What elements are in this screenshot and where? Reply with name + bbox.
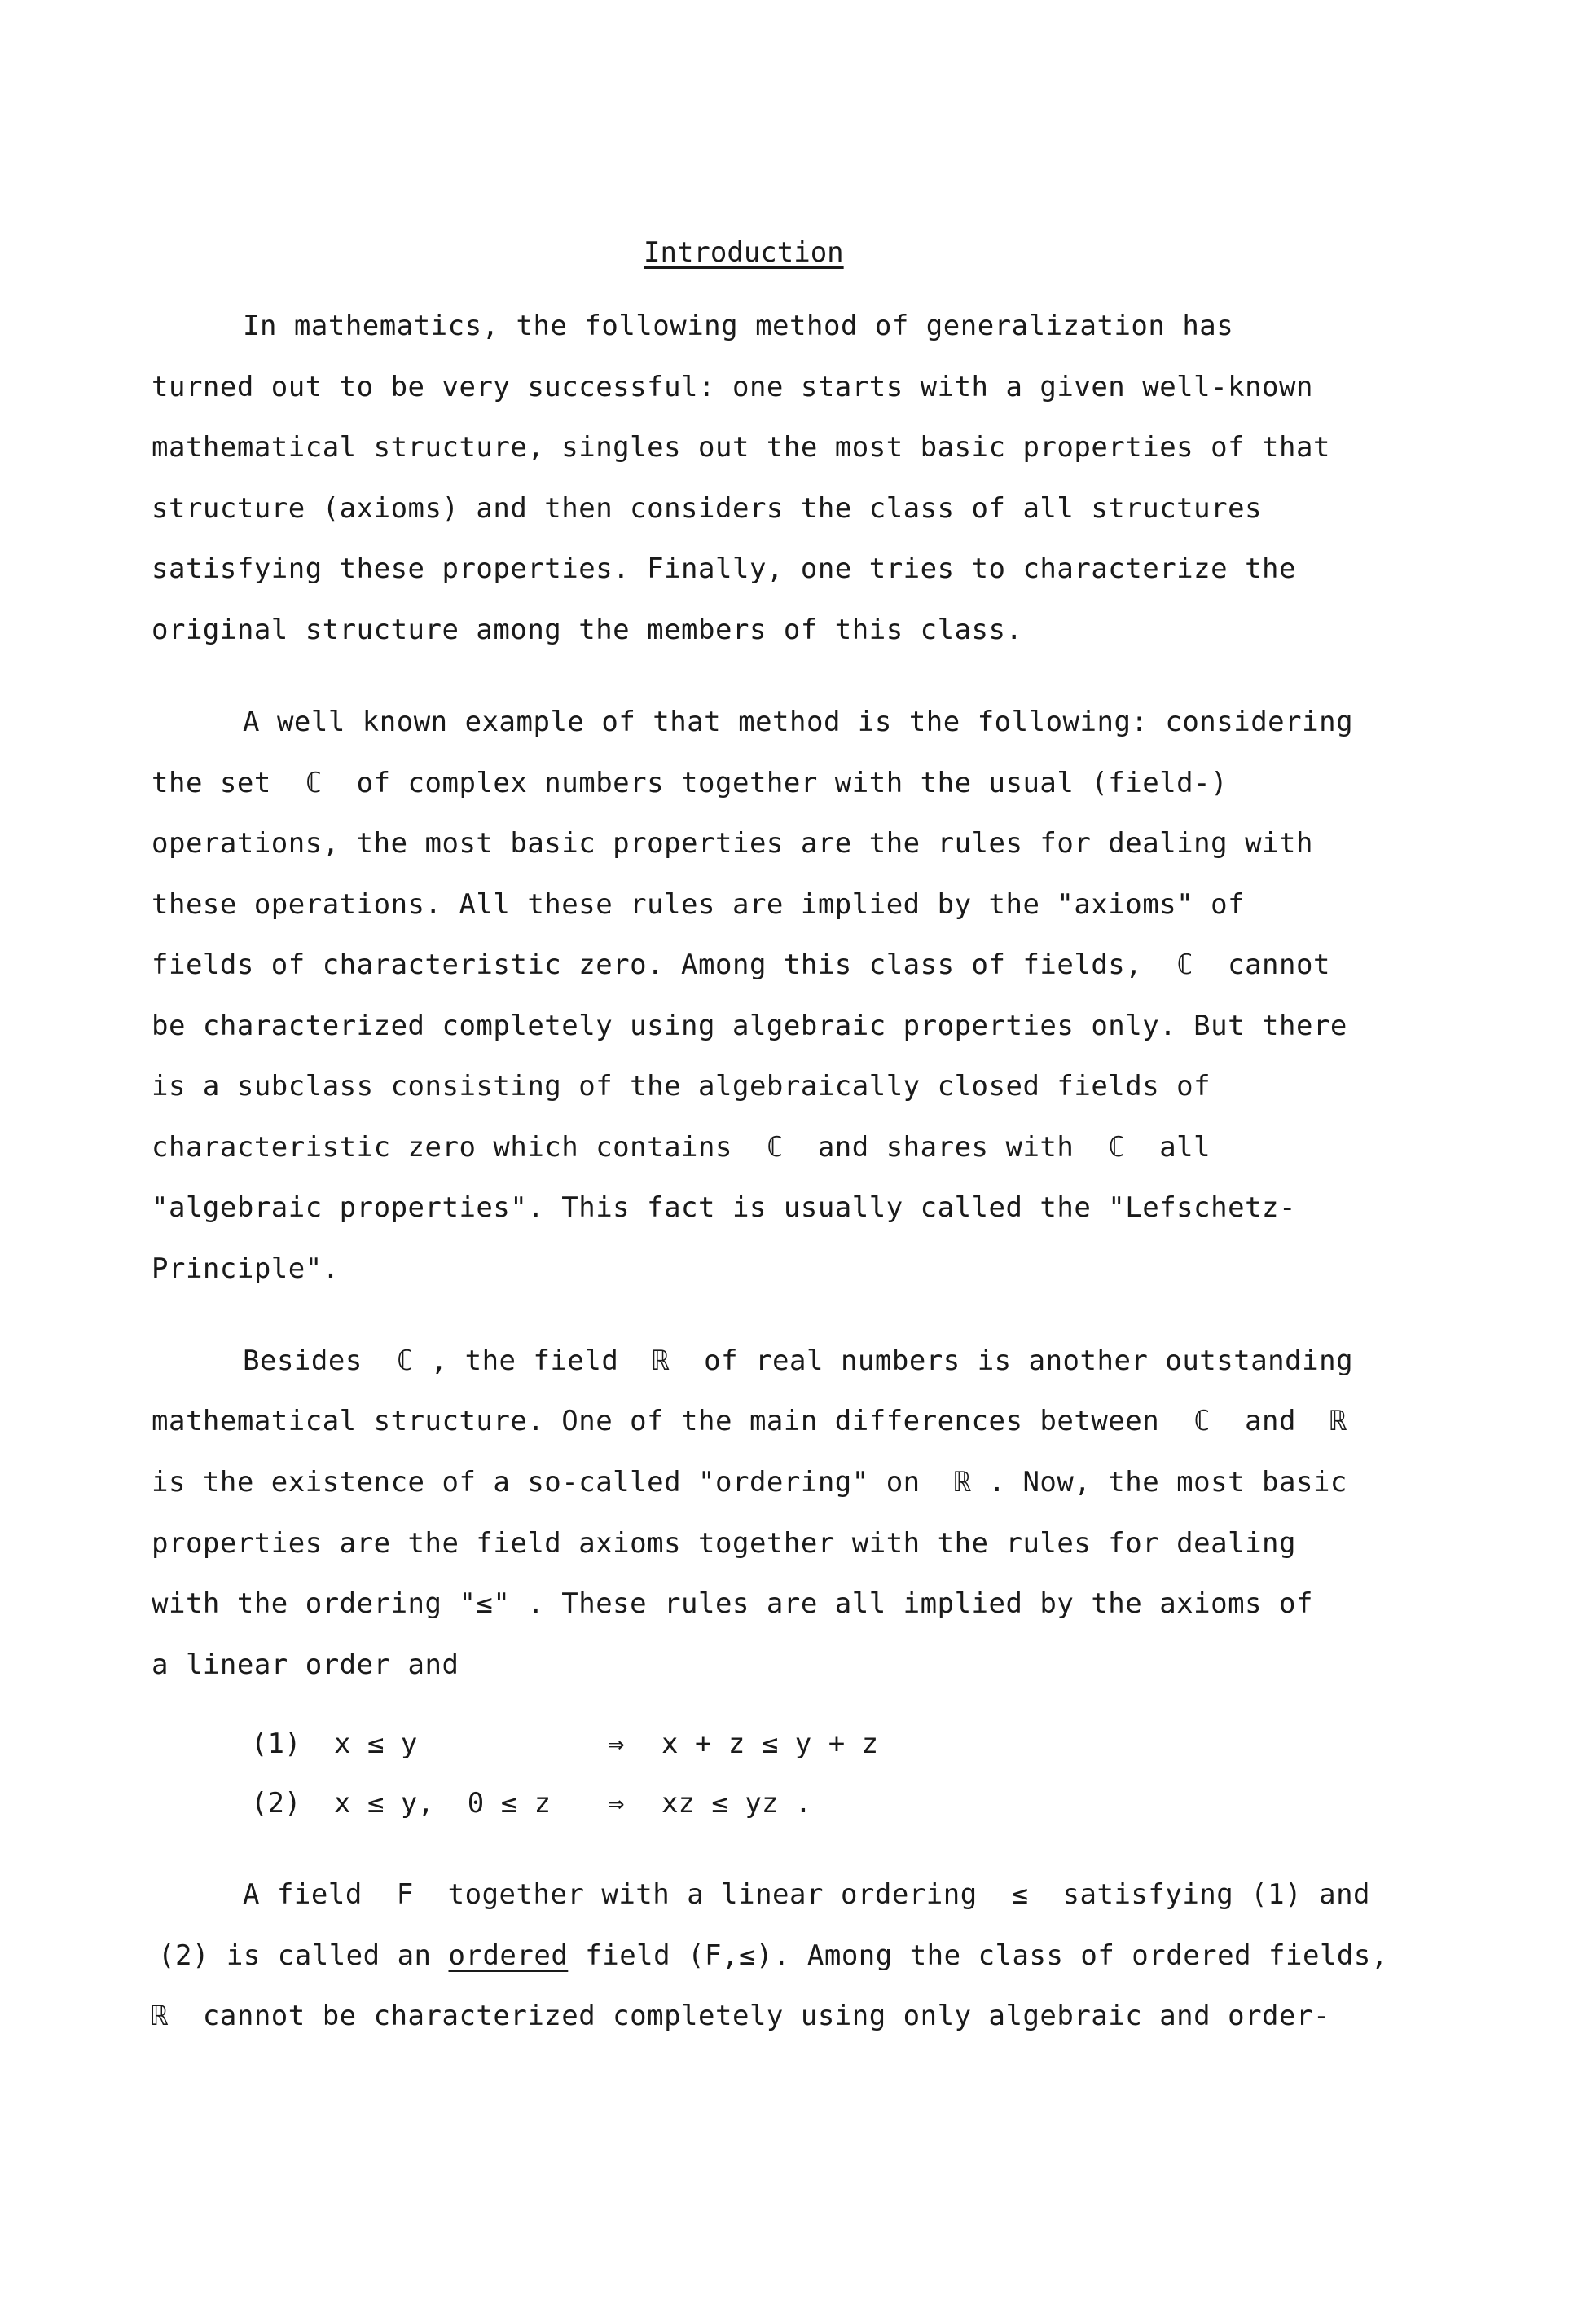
paragraph-3-line-5: with the ordering "≤" . These rules are all implied by the axioms of [152,1587,1313,1620]
equation-2-lhs: x ≤ y, 0 ≤ z [334,1787,552,1820]
equation-2-number: (2) [251,1787,301,1820]
equation-2-arrow: ⇒ [608,1787,625,1820]
paragraph-1-line-5: satisfying these properties. Finally, one tries to characterize the [152,552,1296,585]
paragraph-2-line-10: Principle". [152,1252,340,1285]
ordered-term: ordered [448,1939,569,1972]
paragraph-2-line-7: is a subclass consisting of the algebraically closed fields of [152,1070,1211,1103]
paragraph-2-line-3: operations, the most basic properties are the rules for dealing with [152,827,1313,860]
paragraph-2-line-1: A well known example of that method is the following: considering [243,706,1354,738]
paragraph-2-line-5: fields of characteristic zero. Among this class of fields, ℂ cannot [152,949,1330,981]
paragraph-1-line-3: mathematical structure, singles out the most basic properties of that [152,431,1330,464]
section-title: Introduction [644,236,844,269]
paragraph-2-line-2: the set ℂ of complex numbers together with the usual (field-) [152,767,1228,799]
paragraph-2-line-4: these operations. All these rules are implied by the "axioms" of [152,888,1246,921]
paragraph-3-line-3: is the existence of a so-called "ordering" on ℝ . Now, the most basic [152,1466,1347,1499]
equation-1-number: (1) [251,1728,301,1760]
paragraph-2-line-9: "algebraic properties". This fact is usually called the "Lefschetz- [152,1191,1296,1224]
equation-1-lhs: x ≤ y [334,1728,418,1760]
paragraph-3-line-1: Besides ℂ , the field ℝ of real numbers is another outstanding [243,1345,1354,1377]
paragraph-1-line-6: original structure among the members of this class. [152,614,1023,646]
equation-1-rhs: x + z ≤ y + z [661,1728,879,1760]
paragraph-2-line-6: be characterized completely using algebraic properties only. But there [152,1010,1347,1042]
paragraph-4-line-2-pre: (2) is called an [158,1939,449,1972]
paragraph-1-line-1: In mathematics, the following method of generalization has [243,310,1234,342]
paragraph-1-line-2: turned out to be very successful: one starts with a given well-known [152,371,1313,403]
equation-2-rhs: xz ≤ yz . [661,1787,812,1820]
paragraph-4-line-1: A field F together with a linear ordering ≤ satisfying (1) and [243,1878,1371,1911]
paragraph-4-line-2 [158,1938,1388,1974]
paragraph-4-line-3: ℝ cannot be characterized completely using only algebraic and order- [152,2000,1330,2032]
paragraph-4-line-2-post: field (F,≤). Among the class of ordered fields, [568,1939,1388,1972]
paragraph-2-line-8: characteristic zero which contains ℂ and shares with ℂ all [152,1131,1211,1164]
paragraph-3-line-4: properties are the field axioms together with the rules for dealing [152,1527,1296,1560]
equation-1-arrow: ⇒ [608,1728,625,1760]
paragraph-3-line-2: mathematical structure. One of the main differences between ℂ and ℝ [152,1405,1347,1437]
paragraph-1-line-4: structure (axioms) and then considers the class of all structures [152,492,1263,525]
paragraph-3-line-6: a linear order and [152,1648,459,1681]
